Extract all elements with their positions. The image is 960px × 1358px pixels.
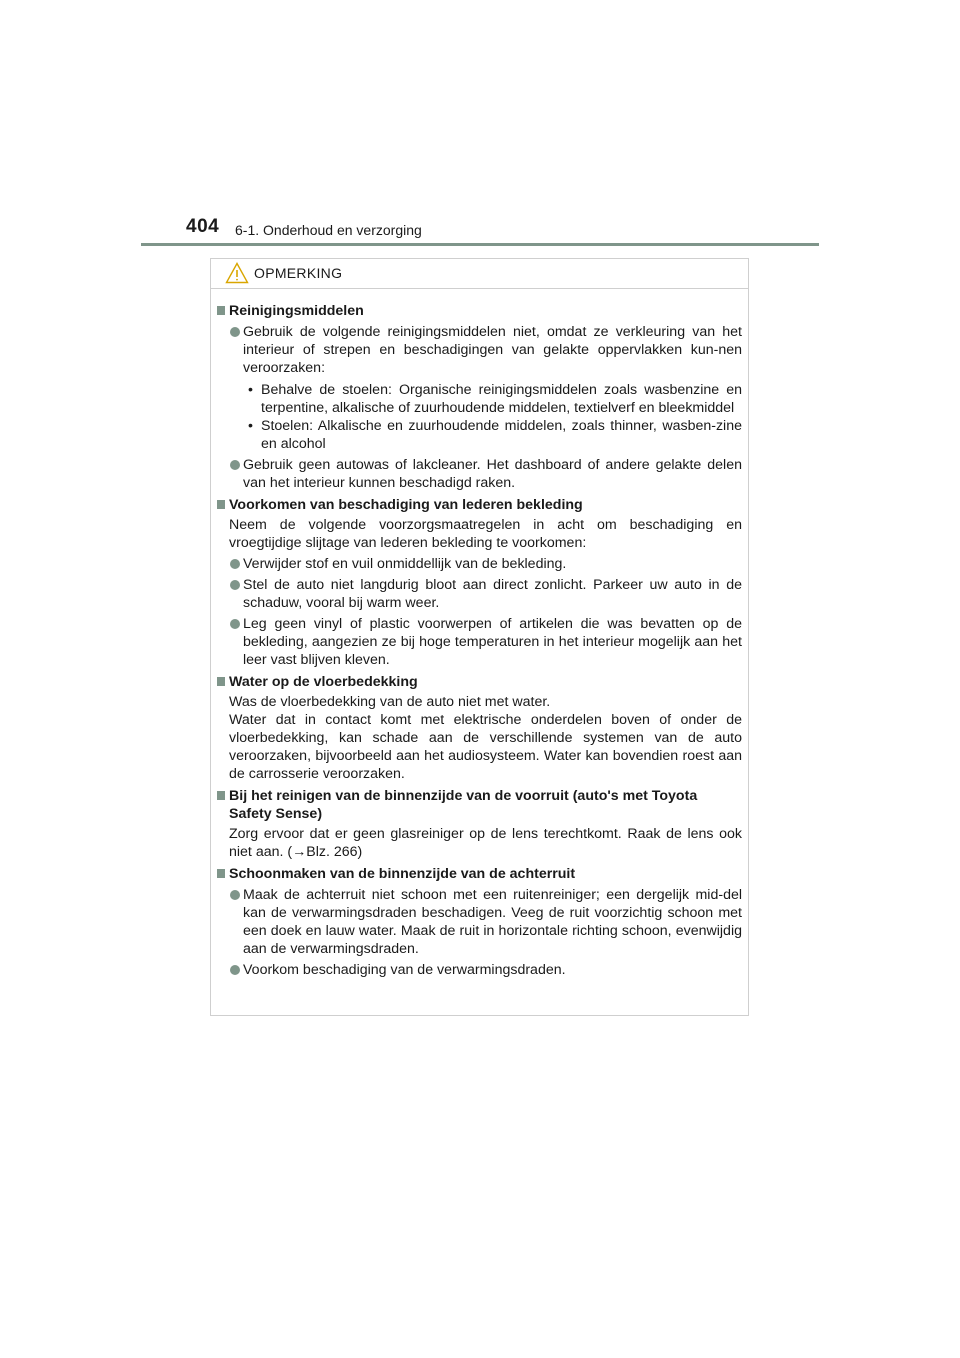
paragraph: Neem de volgende voorzorgsmaatregelen in acht om beschadiging en vroegtijdige slijtage van lederen bekleding te voorkomen: <box>229 517 742 551</box>
warning-triangle-icon <box>225 262 249 284</box>
section-heading: Voorkomen van beschadiging van lederen bekleding <box>217 496 742 514</box>
sub-item: • Stoelen: Alkalische en zuurhoudende middelen, zoals thinner, wasben-zine en alcohol <box>217 417 742 453</box>
note-title: OPMERKING <box>254 265 343 281</box>
paragraph: Water dat in contact komt met elektrische onderdelen boven of onder de vloerbedekking, kan schade aan de verschillende systemen van de auto veroorzaken, bijvoorbeeld aan het audiosysteem. Water kan bovendien roest aan de carrosserie veroorzaken. <box>229 712 742 782</box>
sub-item: • Behalve de stoelen: Organische reinigingsmiddelen zoals wasbenzine en terpentine, alkalische of zuurhoudende middelen, textielverf en bleekmiddel <box>217 381 742 417</box>
note-box <box>210 258 749 1016</box>
note-header <box>211 259 748 289</box>
bullet-item: Stel de auto niet langdurig bloot aan direct zonlicht. Parkeer uw auto in de schaduw, vooral bij warm weer. <box>217 576 742 612</box>
section-heading: Bij het reinigen van de binnenzijde van de voorruit (auto's met Toyota Safety Sense) <box>217 787 742 823</box>
bullet-item: Gebruik geen autowas of lakcleaner. Het dashboard of andere gelakte delen van het interieur kunnen beschadigd raken. <box>217 456 742 492</box>
bullet-item: Gebruik de volgende reinigingsmiddelen niet, omdat ze verkleuring van het interieur of strepen en beschadigingen van gelakte oppervlakken kun-nen veroorzaken: <box>217 323 742 377</box>
note-body <box>211 289 748 979</box>
section-heading: Schoonmaken van de binnenzijde van de achterruit <box>217 865 742 883</box>
bullet-item: Voorkom beschadiging van de verwarmingsdraden. <box>217 961 742 979</box>
paragraph: Was de vloerbedekking van de auto niet met water. <box>229 694 551 710</box>
page-number: 404 <box>186 216 220 237</box>
paragraph: Zorg ervoor dat er geen glasreiniger op de lens terechtkomt. Raak de lens ook niet aan. (→Blz. 266) <box>229 826 742 860</box>
section-heading: Reinigingsmiddelen <box>217 302 742 320</box>
section-title: 6-1. Onderhoud en verzorging <box>235 222 422 238</box>
bullet-item: Verwijder stof en vuil onmiddellijk van de bekleding. <box>217 555 742 573</box>
section-heading: Water op de vloerbedekking <box>217 673 742 691</box>
bullet-item: Maak de achterruit niet schoon met een ruitenreiniger; een dergelijk mid-del kan de verwarmingsdraden beschadigen. Veeg de ruit voorzichtig schoon met een doek en lauw water. Maak de ruit in horizontale richting schoon, evenwijdig aan de verwarmingsdraden. <box>217 886 742 958</box>
header-rule <box>141 243 819 246</box>
bullet-item: Leg geen vinyl of plastic voorwerpen of artikelen die was bevatten op de bekleding, aangezien ze bij hoge temperaturen in het interieur mogelijk aan het leer vast blijven kleven. <box>217 615 742 669</box>
